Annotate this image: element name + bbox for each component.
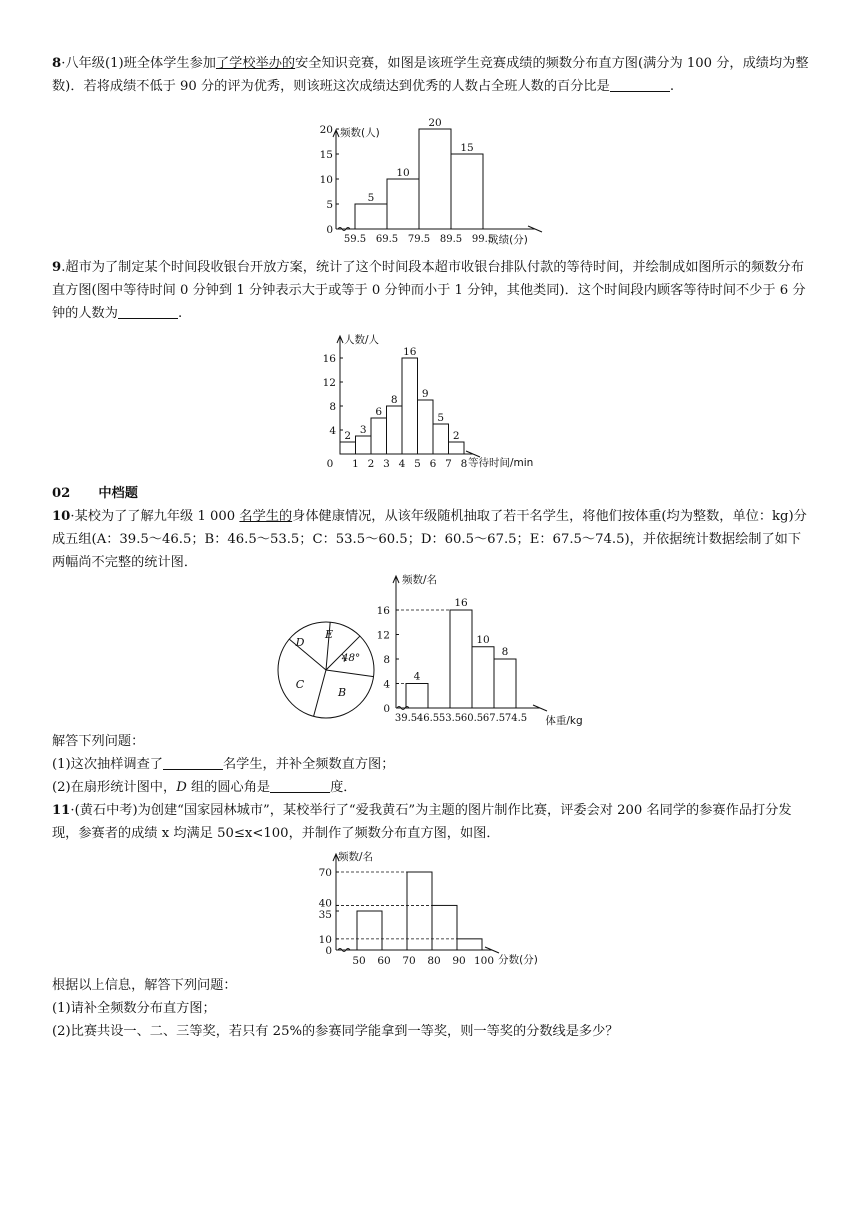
bar xyxy=(432,905,457,950)
x-tick-label: 70 xyxy=(402,955,416,967)
x-tick-label: 4 xyxy=(398,458,406,470)
x-tick-label: 60.5 xyxy=(460,713,484,724)
x-tick-label: 67.5 xyxy=(482,713,506,724)
x-tick-label: 80 xyxy=(427,955,441,967)
bar xyxy=(340,442,356,454)
bar xyxy=(450,610,472,708)
pie-slice-label: E xyxy=(324,628,334,641)
x-tick-label: 69.5 xyxy=(375,234,399,245)
y-axis-label: 人数/人 xyxy=(344,334,380,346)
x-tick-label: 3 xyxy=(383,458,390,470)
bar xyxy=(387,179,419,229)
pie-chart-q10 xyxy=(276,620,376,720)
x-tick-label: 5 xyxy=(414,458,421,470)
data-label: 2 xyxy=(344,430,352,442)
x-tick-label: 39.5 xyxy=(394,713,418,724)
pie-slice-edge xyxy=(326,670,374,677)
pie-slice-label: D xyxy=(295,636,305,649)
q10-sub2: (2)在扇形统计图中，D 组的圆心角是 度． xyxy=(52,780,357,795)
bar xyxy=(494,659,516,708)
bar xyxy=(472,647,494,708)
answer-blank xyxy=(163,755,223,770)
data-label: 10 xyxy=(476,633,490,646)
bar xyxy=(457,939,482,950)
x-tick-label: 89.5 xyxy=(439,234,463,245)
x-axis-label: 成绩(分) xyxy=(488,234,528,246)
bar xyxy=(356,436,372,454)
x-axis-label: 等待时间/min xyxy=(468,457,534,469)
pie-slice-edge xyxy=(314,670,326,716)
question-11: 11·(黄石中考)为创建“国家园林城市”，某校举行了“爱我黄石”为主题的图片制作比赛，评委会对 200 名同学的参赛作品打分发现，参赛者的成绩 x 均满足 50≤x<100，并制作了频数分布直方图，如图． xyxy=(52,803,792,841)
x-tick-label: 53.5 xyxy=(438,713,462,724)
y-tick-label: 15 xyxy=(319,149,333,161)
data-label: 8 xyxy=(390,394,398,406)
y-axis-label: 频数/名 xyxy=(338,851,374,863)
y-tick-label: 20 xyxy=(319,124,333,136)
x-tick-label: 2 xyxy=(367,458,375,470)
x-tick-label: 59.5 xyxy=(343,234,367,245)
data-label: 10 xyxy=(396,167,410,179)
question-9: 9.超市为了制定某个时间段收银台开放方案，统计了这个时间段本超市收银台排队付款的等待时间，并绘制成如图所示的频数分布直方图(图中等待时间 0 分钟到 1 分钟表示大于或等于 0 分钟而小于 1 分钟，其他类同)．这个时间段内顾客等待时间不少于 6 分钟的人数为 . xyxy=(52,260,806,321)
y-tick-label: 10 xyxy=(319,174,333,186)
bar xyxy=(418,400,434,454)
y-tick-label: 4 xyxy=(329,425,336,437)
x-axis-label: 体重/kg xyxy=(545,715,583,727)
bar xyxy=(371,418,387,454)
x-tick-label: 90 xyxy=(452,955,466,967)
y-tick-label: 5 xyxy=(326,199,333,211)
data-label: 5 xyxy=(367,192,375,204)
y-tick-label: 16 xyxy=(322,353,336,365)
data-label: 16 xyxy=(403,346,417,358)
histogram-q9 xyxy=(318,332,548,474)
pie-annotation: 48° xyxy=(341,652,361,664)
bar xyxy=(355,204,387,229)
data-label: 2 xyxy=(452,430,460,442)
x-tick-label: 50 xyxy=(352,955,366,967)
y-tick-label: 8 xyxy=(329,401,336,413)
pie-slice-label: C xyxy=(295,678,305,691)
x-tick-label: 60 xyxy=(377,955,391,967)
x-tick-label: 99.5 xyxy=(471,234,495,245)
bar xyxy=(402,358,418,454)
y-tick-label: 16 xyxy=(376,605,390,617)
question-10: 10·某校为了了解九年级 1 000 名学生的身体健康情况，从该年级随机抽取了若干名学生，将他们按体重(均为整数，单位：kg)分成五组(A：39.5～46.5；B：46.5～53.5；C：53.5～60.5；D：60.5～67.5；E：67.5～74.5)，并依据统计数据绘制了如下两幅尚不完整的统计图． xyxy=(52,509,807,570)
histogram-q11 xyxy=(312,850,552,970)
x-tick-label: 100 xyxy=(473,955,495,967)
y-tick-label: 35 xyxy=(318,909,332,921)
y-tick-label: 4 xyxy=(383,678,390,691)
q11-sub1: (1)请补全频数分布直方图； xyxy=(52,1001,216,1016)
bar xyxy=(357,911,382,950)
data-label: 20 xyxy=(428,117,442,129)
y-axis-label: 频数/名 xyxy=(402,574,438,586)
q10-sub1: (1)这次抽样调查了 名学生，并补全频数直方图； xyxy=(52,757,395,772)
bar xyxy=(433,424,449,454)
y-tick-label: 0 xyxy=(383,703,390,715)
answer-blank xyxy=(270,778,330,793)
y-tick-label: 12 xyxy=(376,629,390,642)
question-8: 8·八年级(1)班全体学生参加了学校举办的安全知识竞赛，如图是该班学生竞赛成绩的频数分布直方图(满分为 100 分，成绩均为整数)．若将成绩不低于 90 分的评为优秀，则该班这次成绩达到优秀的人数占全班人数的百分比是 . xyxy=(52,56,809,94)
data-label: 15 xyxy=(460,142,474,154)
q10-prompt: 解答下列问题： xyxy=(52,734,145,749)
y-tick-label: 40 xyxy=(318,897,332,910)
bar xyxy=(407,872,432,950)
y-tick-label: 0 xyxy=(326,224,333,236)
pie-slice-label: B xyxy=(337,686,347,699)
bar xyxy=(406,684,428,709)
x-tick-label: 46.5 xyxy=(416,713,440,724)
x-tick-label: 7 xyxy=(445,458,452,470)
x-axis-label: 分数(分) xyxy=(498,954,538,966)
section-heading: 02 中档题 xyxy=(52,486,138,501)
data-label: 5 xyxy=(437,412,445,424)
x-tick-label: 6 xyxy=(429,458,437,470)
y-tick-label: 8 xyxy=(383,654,390,666)
x-tick-label: 0 xyxy=(326,458,334,470)
question-number: 8 xyxy=(52,56,62,71)
y-tick-label: 70 xyxy=(318,867,332,879)
bar xyxy=(419,129,451,229)
data-label: 6 xyxy=(375,406,383,418)
bar xyxy=(451,154,483,229)
y-tick-label: 0 xyxy=(325,945,332,957)
y-tick-label: 10 xyxy=(318,933,332,946)
data-label: 3 xyxy=(359,424,367,436)
x-tick-label: 79.5 xyxy=(407,234,431,245)
answer-blank xyxy=(610,77,670,92)
x-tick-label: 1 xyxy=(352,458,359,470)
answer-blank xyxy=(118,304,178,319)
bar xyxy=(387,406,403,454)
question-number: 11 xyxy=(52,803,71,818)
histogram-q8 xyxy=(310,117,550,248)
question-number: 10 xyxy=(52,509,71,524)
q11-prompt: 根据以上信息，解答下列问题： xyxy=(52,978,237,993)
x-tick-label: 74.5 xyxy=(504,713,528,724)
q11-sub2: (2)比赛共设一、二、三等奖，若只有 25%的参赛同学能拿到一等奖，则一等奖的分数线是多少？ xyxy=(52,1024,619,1039)
x-tick-label: 8 xyxy=(460,458,468,470)
data-label: 8 xyxy=(501,646,509,658)
bar xyxy=(449,442,465,454)
histogram-q10 xyxy=(374,572,594,728)
data-label: 4 xyxy=(413,670,421,683)
y-axis-label: 频数(人) xyxy=(340,127,380,139)
y-tick-label: 12 xyxy=(322,377,336,389)
data-label: 16 xyxy=(454,597,468,609)
data-label: 9 xyxy=(421,388,429,400)
question-number: 9 xyxy=(52,260,62,275)
